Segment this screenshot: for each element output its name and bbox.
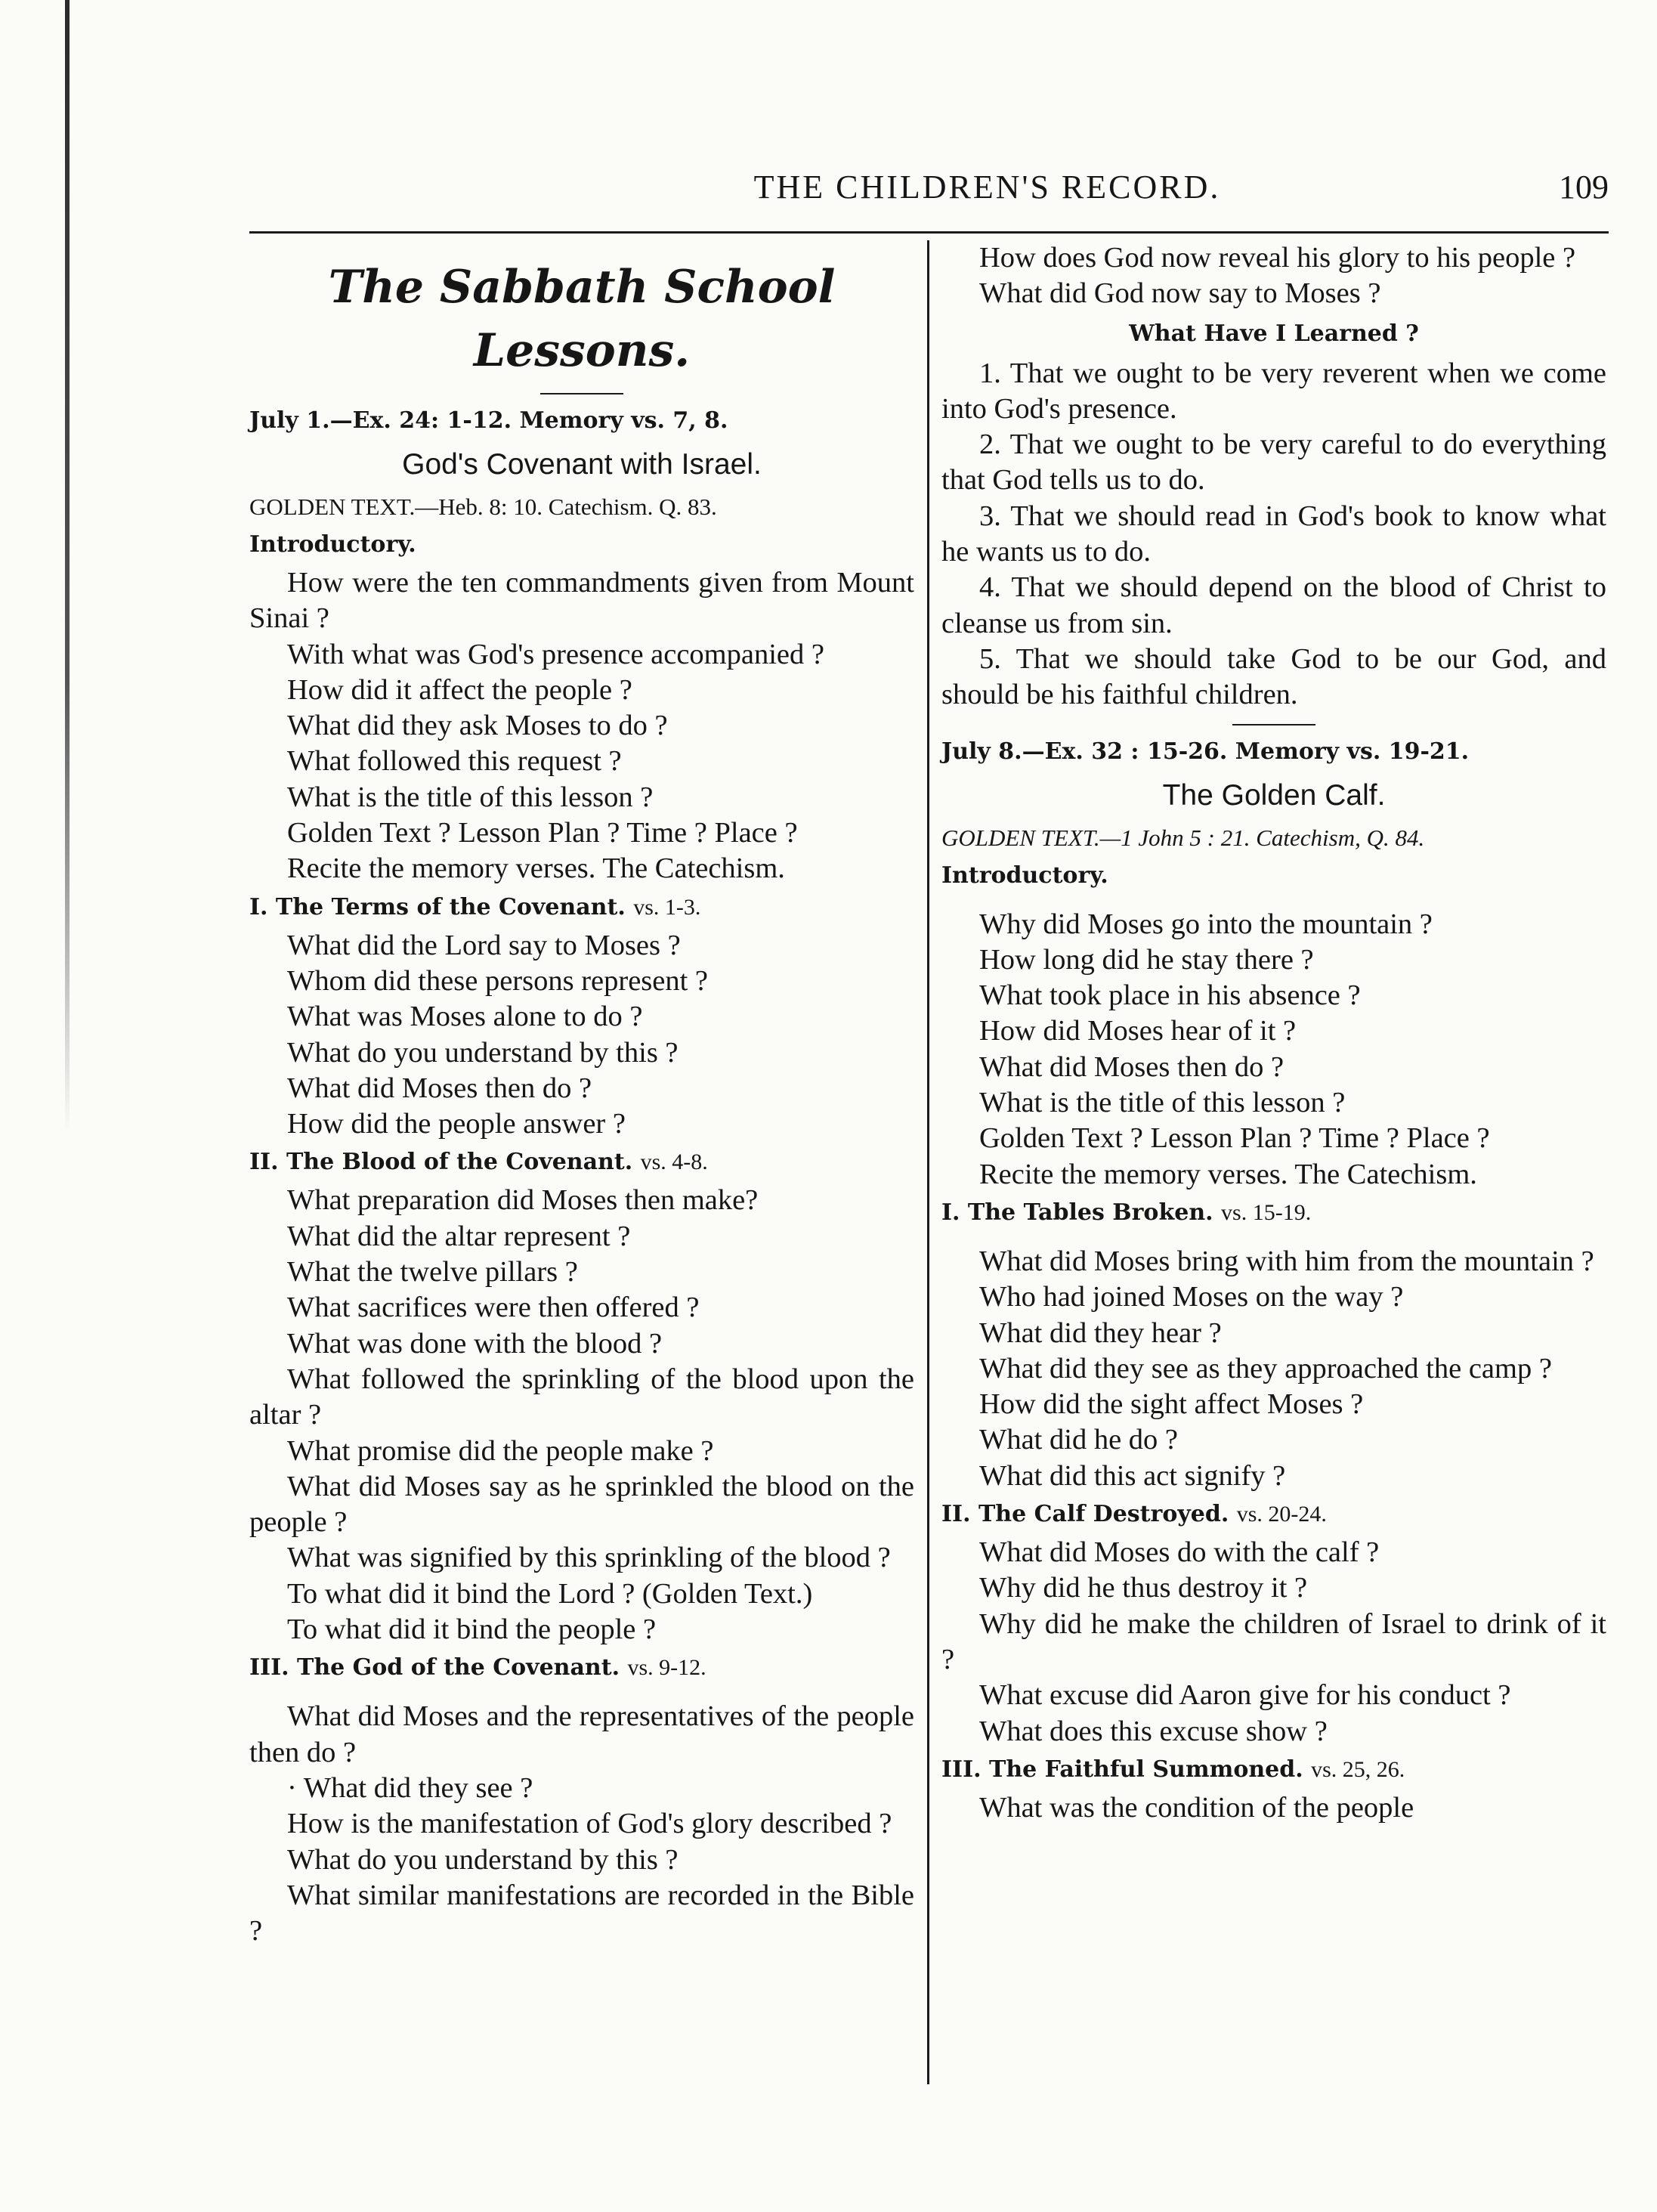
question-line: What do you understand by this ? <box>287 1843 679 1876</box>
question-line: To what did it bind the Lord ? (Golden Text.) <box>287 1577 813 1610</box>
spacer <box>941 896 1606 907</box>
question-line: What did this act signify ? <box>979 1459 1286 1492</box>
verse-range: vs. 25, 26. <box>1311 1756 1405 1782</box>
question-line: What is the title of this lesson ? <box>979 1087 1346 1119</box>
question-line: 2. That we ought to be very careful to do everything that God tells us to do. <box>941 428 1606 497</box>
question-line: What promise did the people make ? <box>287 1434 714 1467</box>
question-line: What did Moses bring with him from the mountain ? <box>979 1245 1594 1277</box>
question-list <box>941 240 1606 312</box>
lesson-title: God's Covenant with Israel. <box>402 448 762 481</box>
lesson-title: The Golden Calf. <box>1162 778 1386 812</box>
question-list <box>249 565 914 887</box>
section-label: II. The Blood of the Covenant. <box>249 1149 633 1176</box>
question-line: What did Moses say as he sprinkled the blood on the people ? <box>249 1470 914 1539</box>
question-line: Golden Text ? Lesson Plan ? Time ? Place ? <box>979 1122 1490 1155</box>
question-line: What do you understand by this ? <box>287 1036 679 1069</box>
running-title: THE CHILDREN'S RECORD. <box>753 168 1221 206</box>
section-label: I. The Tables Broken. <box>941 1199 1213 1226</box>
question-line: What did Moses then do ? <box>287 1072 592 1104</box>
question-line: What did Moses do with the calf ? <box>979 1536 1380 1569</box>
question-line: What did they see as they approached the camp ? <box>979 1352 1552 1384</box>
spacer <box>941 1233 1606 1244</box>
question-line: · What did they see ? <box>287 1771 533 1804</box>
page-number: 109 <box>1559 168 1609 206</box>
question-list <box>941 1244 1606 1494</box>
page-header <box>249 160 1609 213</box>
question-line: With what was God's presence accompanied ? <box>287 638 824 670</box>
question-line: How did Moses hear of it ? <box>979 1015 1297 1047</box>
section-banner: The Sabbath School Lessons. <box>328 261 836 377</box>
verse-range: vs. 9-12. <box>627 1655 706 1681</box>
question-list <box>941 1790 1606 1826</box>
section-heading <box>941 1753 1606 1787</box>
question-line: What is the title of this lesson ? <box>287 781 654 813</box>
question-line: What sacrifices were then offered ? <box>287 1292 700 1324</box>
section-heading <box>941 1196 1606 1230</box>
learned-list <box>941 356 1606 713</box>
question-line: How long did he stay there ? <box>979 943 1314 976</box>
question-line: What does this excuse show ? <box>979 1715 1328 1747</box>
section-label: III. The God of the Covenant. <box>249 1654 620 1681</box>
question-line: What took place in his absence ? <box>979 979 1361 1012</box>
question-line: What was Moses alone to do ? <box>287 1001 643 1033</box>
lesson-heading: July 1.—Ex. 24: 1-12. Memory vs. 7, 8. <box>249 407 728 434</box>
section-heading <box>249 890 914 925</box>
section-heading: Introductory. <box>941 862 1108 889</box>
verse-range: vs. 15-19. <box>1221 1199 1312 1225</box>
left-column <box>249 240 914 2084</box>
question-line: Why did he make the children of Israel to drink of it ? <box>941 1607 1606 1675</box>
question-list <box>249 1183 914 1647</box>
question-line: How did it affect the people ? <box>287 673 632 706</box>
page-edge-binding <box>65 0 70 1134</box>
question-line: Whom did these persons represent ? <box>287 964 709 997</box>
lesson-separator-rule <box>1232 724 1315 725</box>
question-line: What similar manifestations are recorded in the Bible ? <box>249 1879 914 1947</box>
verse-range: vs. 1-3. <box>633 894 701 920</box>
spacer <box>941 713 1606 724</box>
golden-text: GOLDEN TEXT.—Heb. 8: 10. Catechism. Q. 83. <box>249 493 717 520</box>
question-line: Why did Moses go into the mountain ? <box>979 908 1433 940</box>
column-divider <box>927 240 929 2084</box>
question-line: 1. That we ought to be very reverent when we come into God's presence. <box>941 357 1606 425</box>
question-line: How did the sight affect Moses ? <box>979 1388 1364 1421</box>
question-line: What was the condition of the people <box>979 1791 1414 1824</box>
question-line: 4. That we should depend on the blood of Christ to cleanse us from sin. <box>941 571 1606 639</box>
section-heading <box>941 1497 1606 1532</box>
spacer <box>249 1688 914 1699</box>
question-line: What did the Lord say to Moses ? <box>287 929 681 961</box>
banner-rule <box>540 393 623 394</box>
question-line: What followed this request ? <box>287 745 622 778</box>
question-line: What the twelve pillars ? <box>287 1256 578 1289</box>
learned-heading: What Have I Learned ? <box>1129 320 1419 347</box>
question-line: How does God now reveal his glory to his people ? <box>979 242 1576 274</box>
question-line: Who had joined Moses on the way ? <box>979 1281 1404 1313</box>
section-label: III. The Faithful Summoned. <box>941 1756 1303 1783</box>
question-line: What did the altar represent ? <box>287 1220 631 1252</box>
question-line: What did Moses then do ? <box>979 1050 1284 1083</box>
question-line: 3. That we should read in God's book to know what he wants us to do. <box>941 500 1606 568</box>
section-label: I. The Terms of the Covenant. <box>249 893 626 920</box>
verse-range: vs. 20-24. <box>1236 1502 1327 1527</box>
verse-range: vs. 4-8. <box>640 1149 708 1175</box>
section-label: II. The Calf Destroyed. <box>941 1501 1229 1528</box>
question-line: Why did he thus destroy it ? <box>979 1572 1308 1604</box>
section-heading: Introductory. <box>249 531 416 558</box>
right-column <box>941 240 1606 2084</box>
question-line: What excuse did Aaron give for his conduct ? <box>979 1679 1511 1712</box>
question-line: 5. That we should take God to be our God, and should be his faithful children. <box>941 642 1606 711</box>
question-line: What preparation did Moses then make? <box>287 1184 759 1217</box>
question-line: To what did it bind the people ? <box>287 1613 657 1646</box>
header-rule <box>249 231 1609 234</box>
question-line: Golden Text ? Lesson Plan ? Time ? Place ? <box>287 817 798 849</box>
question-list <box>941 907 1606 1193</box>
question-line: What did Moses and the representatives of the people then do ? <box>249 1700 914 1768</box>
question-list <box>249 928 914 1143</box>
golden-text: GOLDEN TEXT.—1 John 5 : 21. Catechism, Q. 84. <box>941 824 1425 851</box>
question-line: Recite the memory verses. The Catechism. <box>287 852 785 885</box>
question-line: What followed the sprinkling of the blood upon the altar ? <box>249 1363 914 1431</box>
question-line: How did the people answer ? <box>287 1108 626 1140</box>
question-line: What was signified by this sprinkling of the blood ? <box>287 1542 891 1574</box>
section-heading <box>249 1650 914 1685</box>
question-line: What did they hear ? <box>979 1316 1222 1349</box>
question-line: What did they ask Moses to do ? <box>287 710 668 742</box>
question-line: How were the ten commandments given from Mount Sinai ? <box>249 567 914 635</box>
question-list <box>249 1699 914 1949</box>
question-line: How is the manifestation of God's glory described ? <box>287 1808 892 1840</box>
question-line: Recite the memory verses. The Catechism. <box>979 1158 1477 1190</box>
question-list <box>941 1535 1606 1749</box>
question-line: What did God now say to Moses ? <box>979 277 1381 310</box>
question-line: What was done with the blood ? <box>287 1327 663 1360</box>
question-line: What did he do ? <box>979 1424 1178 1456</box>
lesson-heading: July 8.—Ex. 32 : 15-26. Memory vs. 19-21. <box>941 738 1470 765</box>
section-heading <box>249 1145 914 1180</box>
